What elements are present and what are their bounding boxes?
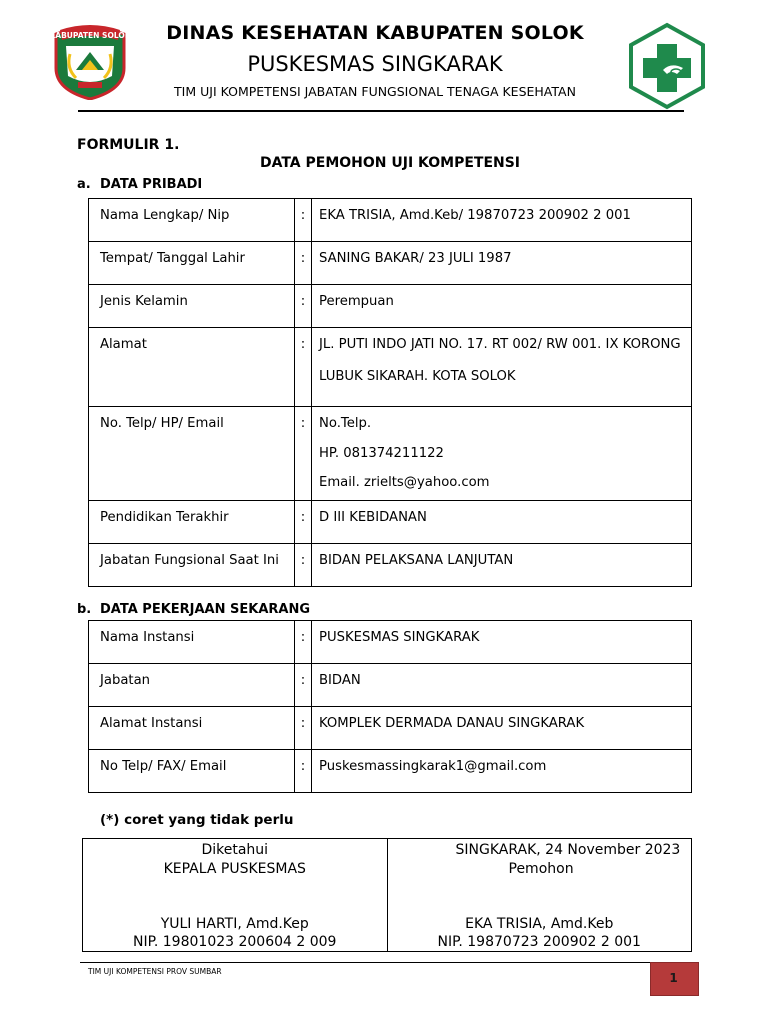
section-b-letter: b. <box>77 602 92 617</box>
section-a-heading <box>77 177 202 192</box>
value-line: No.Telp. <box>319 416 372 431</box>
field-value <box>312 501 692 544</box>
page-number: 1 <box>669 971 678 985</box>
field-label: No Telp/ FAX/ Email <box>89 750 295 793</box>
value-line: Email. zrielts@yahoo.com <box>319 475 490 490</box>
table-row <box>89 285 692 328</box>
table-row <box>89 544 692 587</box>
field-separator: : <box>295 750 312 793</box>
table-row <box>89 407 692 501</box>
kabupaten-solok-crest-icon <box>52 24 128 100</box>
value-line: Puskesmassingkarak1@gmail.com <box>319 759 547 774</box>
form-number: FORMULIR 1. <box>77 137 180 153</box>
signature-left <box>83 839 388 952</box>
section-a-letter: a. <box>77 177 91 192</box>
header-divider <box>78 110 684 112</box>
field-label: Nama Lengkap/ Nip <box>89 199 295 242</box>
field-value <box>312 328 692 407</box>
right-signer-nip: NIP. 19870723 200902 2 001 <box>437 934 641 950</box>
field-value <box>312 199 692 242</box>
signature-table <box>82 838 692 952</box>
right-role: Pemohon <box>508 861 574 877</box>
field-value <box>312 707 692 750</box>
field-value <box>312 664 692 707</box>
field-label: Jabatan Fungsional Saat Ini <box>89 544 295 587</box>
value-line: BIDAN <box>319 673 361 688</box>
right-signer-name: EKA TRISIA, Amd.Keb <box>465 916 614 932</box>
value-line: EKA TRISIA, Amd.Keb/ 19870723 200902 2 001 <box>319 208 631 223</box>
table-row <box>89 501 692 544</box>
value-line: BIDAN PELAKSANA LANJUTAN <box>319 553 514 568</box>
field-value <box>312 285 692 328</box>
value-line: Perempuan <box>319 294 394 309</box>
signature-right <box>387 839 692 952</box>
form-title: DATA PEMOHON UJI KOMPETENSI <box>259 155 521 171</box>
team-subtitle: TIM UJI KOMPETENSI JABATAN FUNGSIONAL TENAGA KESEHATAN <box>174 84 576 99</box>
section-b-title: DATA PEKERJAAN SEKARANG <box>100 602 311 617</box>
field-value <box>312 750 692 793</box>
table-row <box>89 328 692 407</box>
agency-title: DINAS KESEHATAN KABUPATEN SOLOK <box>166 22 584 44</box>
field-label: Alamat Instansi <box>89 707 295 750</box>
table-row <box>89 242 692 285</box>
footer-divider <box>80 962 650 963</box>
footer-text: TIM UJI KOMPETENSI PROV SUMBAR <box>88 967 222 976</box>
field-label: Jabatan <box>89 664 295 707</box>
field-value <box>312 242 692 285</box>
left-signer-nip: NIP. 19801023 200604 2 009 <box>133 934 337 950</box>
left-role: KEPALA PUSKESMAS <box>163 861 306 877</box>
puskesmas-cross-logo-icon <box>627 22 707 110</box>
value-line: LUBUK SIKARAH. KOTA SOLOK <box>319 369 516 384</box>
table-row <box>89 707 692 750</box>
field-value <box>312 621 692 664</box>
field-separator: : <box>295 621 312 664</box>
facility-title: PUSKESMAS SINGKARAK <box>247 52 503 76</box>
field-separator: : <box>295 707 312 750</box>
field-label: Nama Instansi <box>89 621 295 664</box>
field-value <box>312 544 692 587</box>
field-label: No. Telp/ HP/ Email <box>89 407 295 501</box>
field-separator: : <box>295 199 312 242</box>
value-line: HP. 081374211122 <box>319 445 444 461</box>
field-value <box>312 407 692 501</box>
crest-label: KABUPATEN SOLOK <box>52 31 128 40</box>
field-separator: : <box>295 285 312 328</box>
field-separator: : <box>295 501 312 544</box>
place-date: SINGKARAK, 24 November 2023 <box>455 842 681 858</box>
acknowledged-label: Diketahui <box>201 842 269 858</box>
field-label: Pendidikan Terakhir <box>89 501 295 544</box>
field-separator: : <box>295 664 312 707</box>
field-label: Jenis Kelamin <box>89 285 295 328</box>
table-row <box>89 621 692 664</box>
table-row <box>89 750 692 793</box>
field-separator: : <box>295 328 312 407</box>
left-signer-name: YULI HARTI, Amd.Kep <box>160 916 309 932</box>
value-line: JL. PUTI INDO JATI NO. 17. RT 002/ RW 001. IX KORONG <box>319 337 681 352</box>
field-separator: : <box>295 407 312 501</box>
value-line: SANING BAKAR/ 23 JULI 1987 <box>319 251 512 266</box>
field-label: Tempat/ Tanggal Lahir <box>89 242 295 285</box>
value-line: D III KEBIDANAN <box>319 510 427 525</box>
field-separator: : <box>295 242 312 285</box>
section-a-title: DATA PRIBADI <box>100 177 203 192</box>
employment-data-table <box>88 620 692 793</box>
table-row <box>89 664 692 707</box>
personal-data-table <box>88 198 692 587</box>
value-line: PUSKESMAS SINGKARAK <box>319 630 480 645</box>
strike-note: (*) coret yang tidak perlu <box>100 812 294 828</box>
field-label: Alamat <box>89 328 295 407</box>
table-row <box>89 199 692 242</box>
field-separator: : <box>295 544 312 587</box>
value-line: KOMPLEK DERMADA DANAU SINGKARAK <box>319 716 585 731</box>
section-b-heading <box>77 602 310 617</box>
